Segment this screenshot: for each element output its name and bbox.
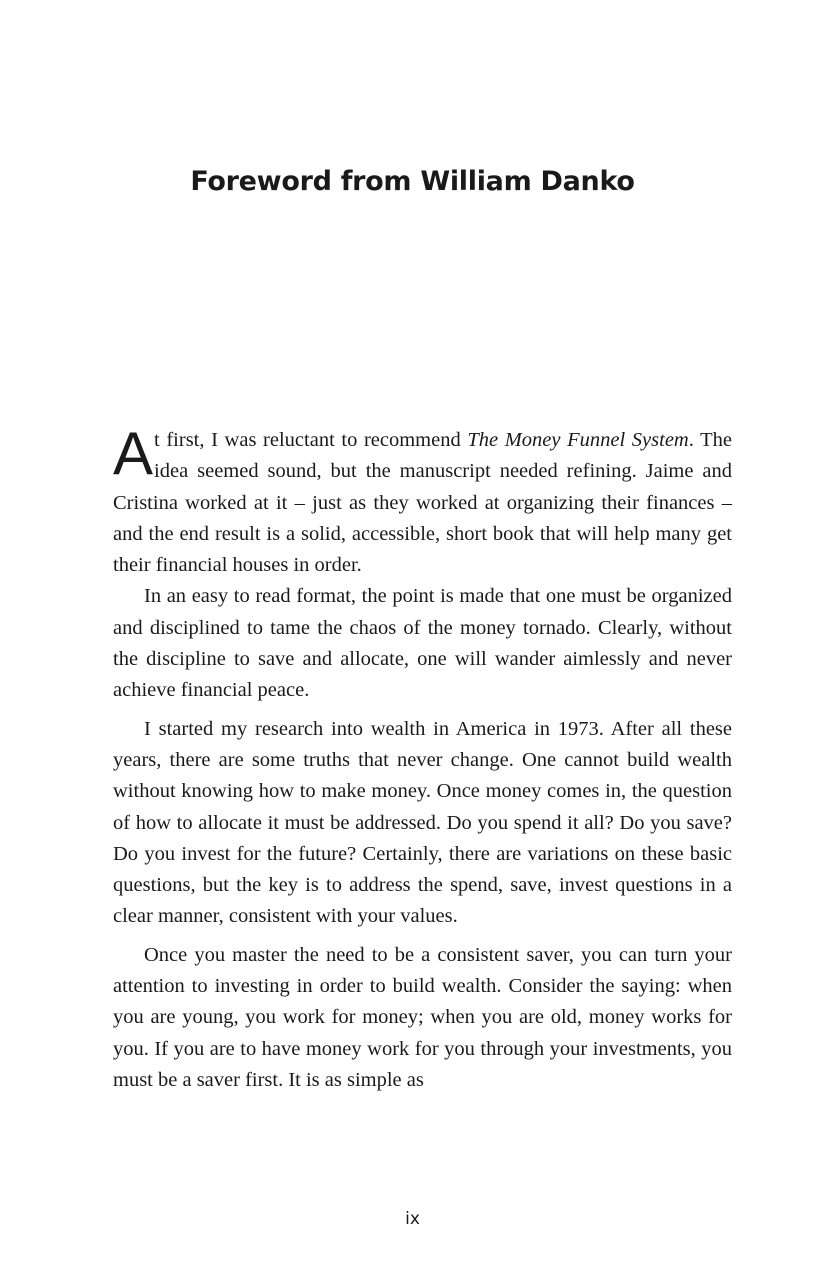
paragraph-4: Once you master the need to be a consistent saver, you can turn your attention to investing in order to build wealth. Consider the saying: when you are young, you work for money; when you are old, money works for you. If you are to have money work for you through your investments, you must be a saver first. It is as simple as xyxy=(113,943,732,1091)
paragraph-1-text-a: t first, I was reluctant to recommend xyxy=(154,429,468,451)
foreword-body xyxy=(113,420,732,1096)
chapter-title: Foreword from William Danko xyxy=(190,166,635,197)
paragraph-3: I started my research into wealth in America in 1973. After all these years, there are some truths that never change. One cannot build wealth without knowing how to make money. Once money comes in, the question of how to allocate it must be addressed. Do you spend it all? Do you save? Do you invest for the future? Certainly, there are variations on these basic questions, but the key is to address the spend, save, invest questions in a clear manner, consistent with your values. xyxy=(113,717,732,928)
page-number: ix xyxy=(405,1209,420,1229)
drop-cap: A xyxy=(113,420,154,487)
paragraph-1-text-b: . The idea seemed sound, but the manuscript needed refining. Jaime and Cristina worked at it – just as they worked at organizing their finances – and the end result is a solid, accessible, short book that will help many get their financial houses in order. xyxy=(113,429,732,577)
paragraph-1 xyxy=(113,420,732,581)
paragraph-2: In an easy to read format, the point is made that one must be organized and disciplined to tame the chaos of the money tornado. Clearly, without the discipline to save and allocate, one will wander aimlessly and never achieve financial peace. xyxy=(113,585,732,702)
book-title-italic: The Money Funnel System xyxy=(467,429,689,451)
